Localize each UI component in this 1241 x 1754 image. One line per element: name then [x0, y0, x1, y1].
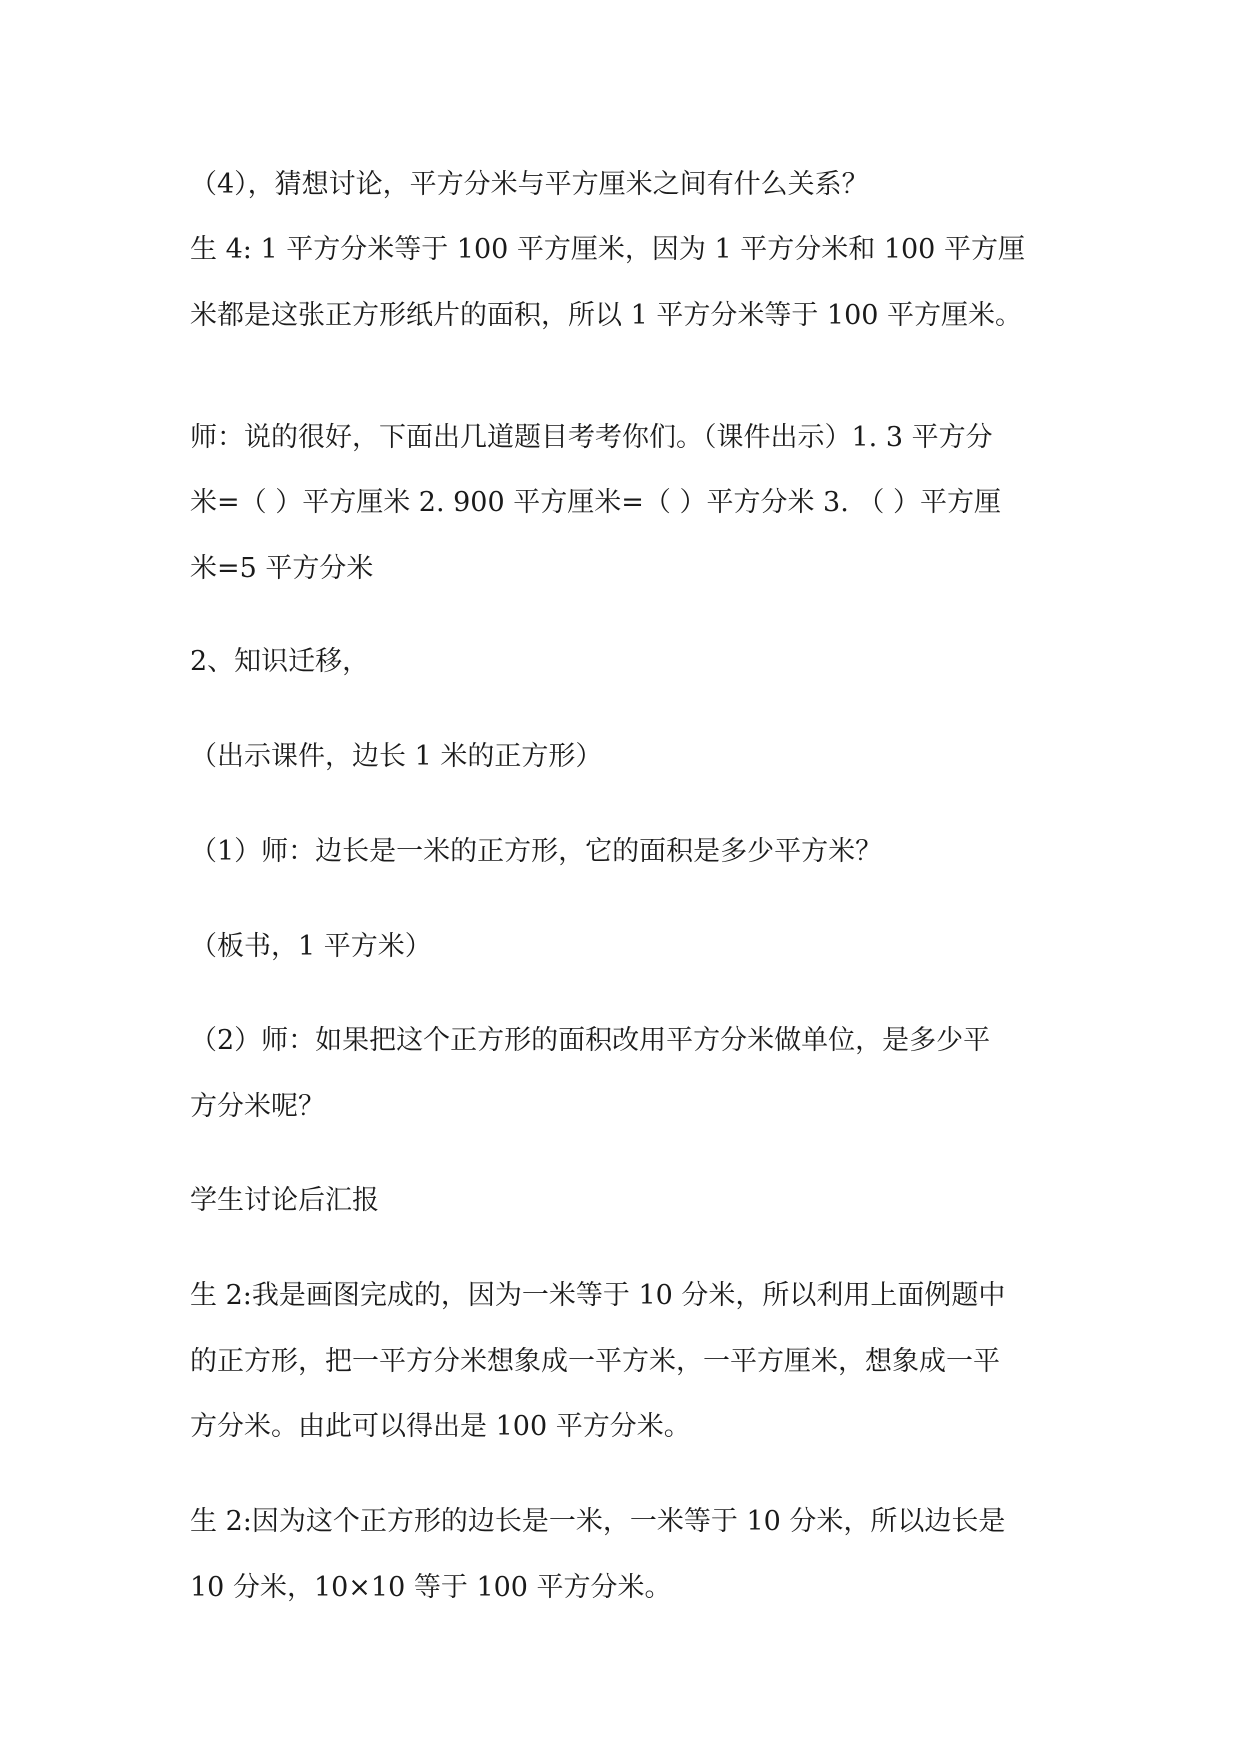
paragraph-line: （出示课件，边长 1 米的正方形） [190, 741, 603, 772]
paragraph-line: 米都是这张正方形纸片的面积，所以 1 平方分米等于 100 平方厘米。 [190, 300, 1023, 331]
paragraph-line: 生 2:我是画图完成的，因为一米等于 10 分米，所以利用上面例题中 [190, 1280, 1006, 1311]
paragraph-line: （4），猜想讨论，平方分米与平方厘米之间有什么关系？ [190, 169, 869, 200]
paragraph-line: 方分米。由此可以得出是 100 平方分米。 [190, 1411, 691, 1442]
paragraph-line: 师：说的很好，下面出几道题目考考你们。（课件出示）1. 3 平方分 [190, 422, 993, 453]
paragraph-line: （1）师：边长是一米的正方形，它的面积是多少平方米？ [190, 836, 883, 867]
paragraph-line: 生 4: 1 平方分米等于 100 平方厘米，因为 1 平方分米和 100 平方厘 [190, 234, 1025, 265]
paragraph-line: （板书，1 平方米） [190, 931, 432, 962]
paragraph-line: 10 分米，10×10 等于 100 平方分米。 [190, 1572, 672, 1603]
paragraph-line: 学生讨论后汇报 [190, 1185, 379, 1216]
paragraph-line: （2）师：如果把这个正方形的面积改用平方分米做单位，是多少平 [190, 1025, 991, 1056]
paragraph-line: 方分米呢？ [190, 1091, 325, 1122]
paragraph-line: 的正方形，把一平方分米想象成一平方米，一平方厘米，想象成一平 [190, 1346, 1000, 1377]
paragraph-line: 生 2:因为这个正方形的边长是一米，一米等于 10 分米，所以边长是 [190, 1506, 1006, 1537]
paragraph-line: 米=5 平方分米 [190, 553, 374, 584]
paragraph-line: 米=（ ）平方厘米 2. 900 平方厘米=（ ）平方分米 3. （ ）平方厘 [190, 487, 1001, 518]
section-heading: 2、知识迁移， [190, 646, 370, 677]
